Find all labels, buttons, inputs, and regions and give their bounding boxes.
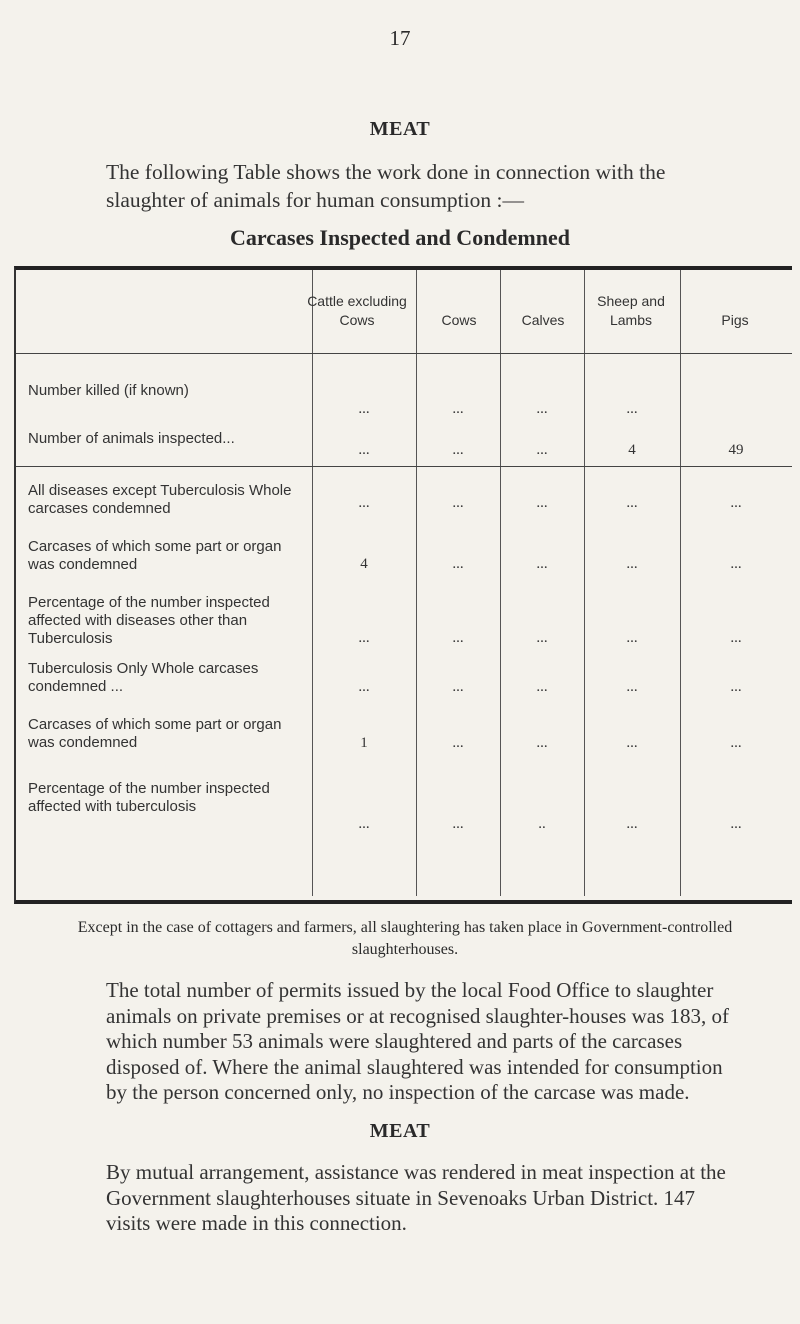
column-header-cows: Cows <box>441 312 477 328</box>
column-divider <box>416 270 417 896</box>
cell: ... <box>536 630 548 646</box>
permits-paragraph: The total number of permits issued by the local Food Office to slaughter animals on private premises or at recognised slaughter-houses was 183, of which number 53 animals were slaughtered and parts of the carcases disposed of. Where the animal slaughtered was intended for consumption by the person concerned only, no inspection of the carcase was made. <box>106 978 729 1104</box>
row-label-number-killed: Number killed (if known) <box>28 382 189 399</box>
cell: ... <box>452 442 464 458</box>
section-heading-2: MEAT <box>369 1120 431 1142</box>
row-label-percentage-other: Percentage of the number inspected affected with diseases other than Tuberculosis <box>28 594 270 647</box>
cell: ... <box>358 679 370 695</box>
cell: ... <box>358 495 370 511</box>
cell: ... <box>626 630 638 646</box>
cell: ... <box>730 630 742 646</box>
cell: ... <box>358 401 370 417</box>
cell: ... <box>626 679 638 695</box>
cell: ... <box>358 630 370 646</box>
column-header-cattle: Cattle excluding Cows <box>307 293 407 328</box>
column-divider <box>500 270 501 896</box>
cell: ... <box>452 735 464 751</box>
cell: ... <box>452 401 464 417</box>
cell: ... <box>452 495 464 511</box>
cell: ... <box>452 630 464 646</box>
column-divider <box>312 270 313 896</box>
cell: ... <box>536 735 548 751</box>
section-heading: MEAT <box>369 118 431 140</box>
row-label-all-diseases-whole: All diseases except Tuberculosis Whole carcases condemned <box>28 482 292 517</box>
row-label-percentage-tuberculosis: Percentage of the number inspected affected with tuberculosis <box>28 780 270 815</box>
header-rule <box>16 353 792 354</box>
cell: ... <box>626 495 638 511</box>
column-header-sheep: Sheep and Lambs <box>597 293 665 328</box>
column-divider <box>680 270 681 896</box>
cell: ... <box>358 816 370 832</box>
cell: 1 <box>360 735 368 751</box>
intro-paragraph: The following Table shows the work done in connection with the slaughter of animals for human consumption :— <box>106 160 666 212</box>
cell: ... <box>626 556 638 572</box>
cell: ... <box>452 556 464 572</box>
cell: 4 <box>628 442 636 458</box>
cell: ... <box>452 816 464 832</box>
cell: ... <box>730 556 742 572</box>
column-header-calves: Calves <box>521 312 565 328</box>
cell: ... <box>730 679 742 695</box>
column-divider <box>584 270 585 896</box>
table-title: Carcases Inspected and Condemned <box>229 225 570 250</box>
row-label-tuberculosis-whole: Tuberculosis Only Whole carcases condemned ... <box>28 660 259 695</box>
cell: 4 <box>360 556 368 572</box>
cell: ... <box>452 679 464 695</box>
cell: ... <box>626 816 638 832</box>
cell: ... <box>536 495 548 511</box>
table-note: Except in the case of cottagers and farmers, all slaughtering has taken place in Government-controlled slaughterhouses. <box>77 919 733 958</box>
row-label-number-inspected: Number of animals inspected... <box>28 430 235 447</box>
cell: ... <box>536 401 548 417</box>
cell: ... <box>730 735 742 751</box>
row-label-tuberculosis-part: Carcases of which some part or organ was condemned <box>28 716 282 751</box>
section-rule <box>16 466 792 467</box>
page-number: 17 <box>389 26 411 50</box>
cell: 49 <box>728 442 744 458</box>
arrangement-paragraph: By mutual arrangement, assistance was rendered in meat inspection at the Government slaughterhouses situate in Sevenoaks Urban District. 147 visits were made in this connection. <box>106 1160 726 1235</box>
cell: ... <box>536 442 548 458</box>
cell: ... <box>626 735 638 751</box>
row-label-all-diseases-part: Carcases of which some part or organ was condemned <box>28 538 282 573</box>
carcases-table <box>14 266 792 904</box>
cell: ... <box>536 556 548 572</box>
cell: ... <box>536 679 548 695</box>
cell: ... <box>358 442 370 458</box>
cell: ... <box>730 495 742 511</box>
cell: ... <box>626 401 638 417</box>
column-header-pigs: Pigs <box>721 312 749 328</box>
cell: .. <box>538 816 546 832</box>
cell: ... <box>730 816 742 832</box>
